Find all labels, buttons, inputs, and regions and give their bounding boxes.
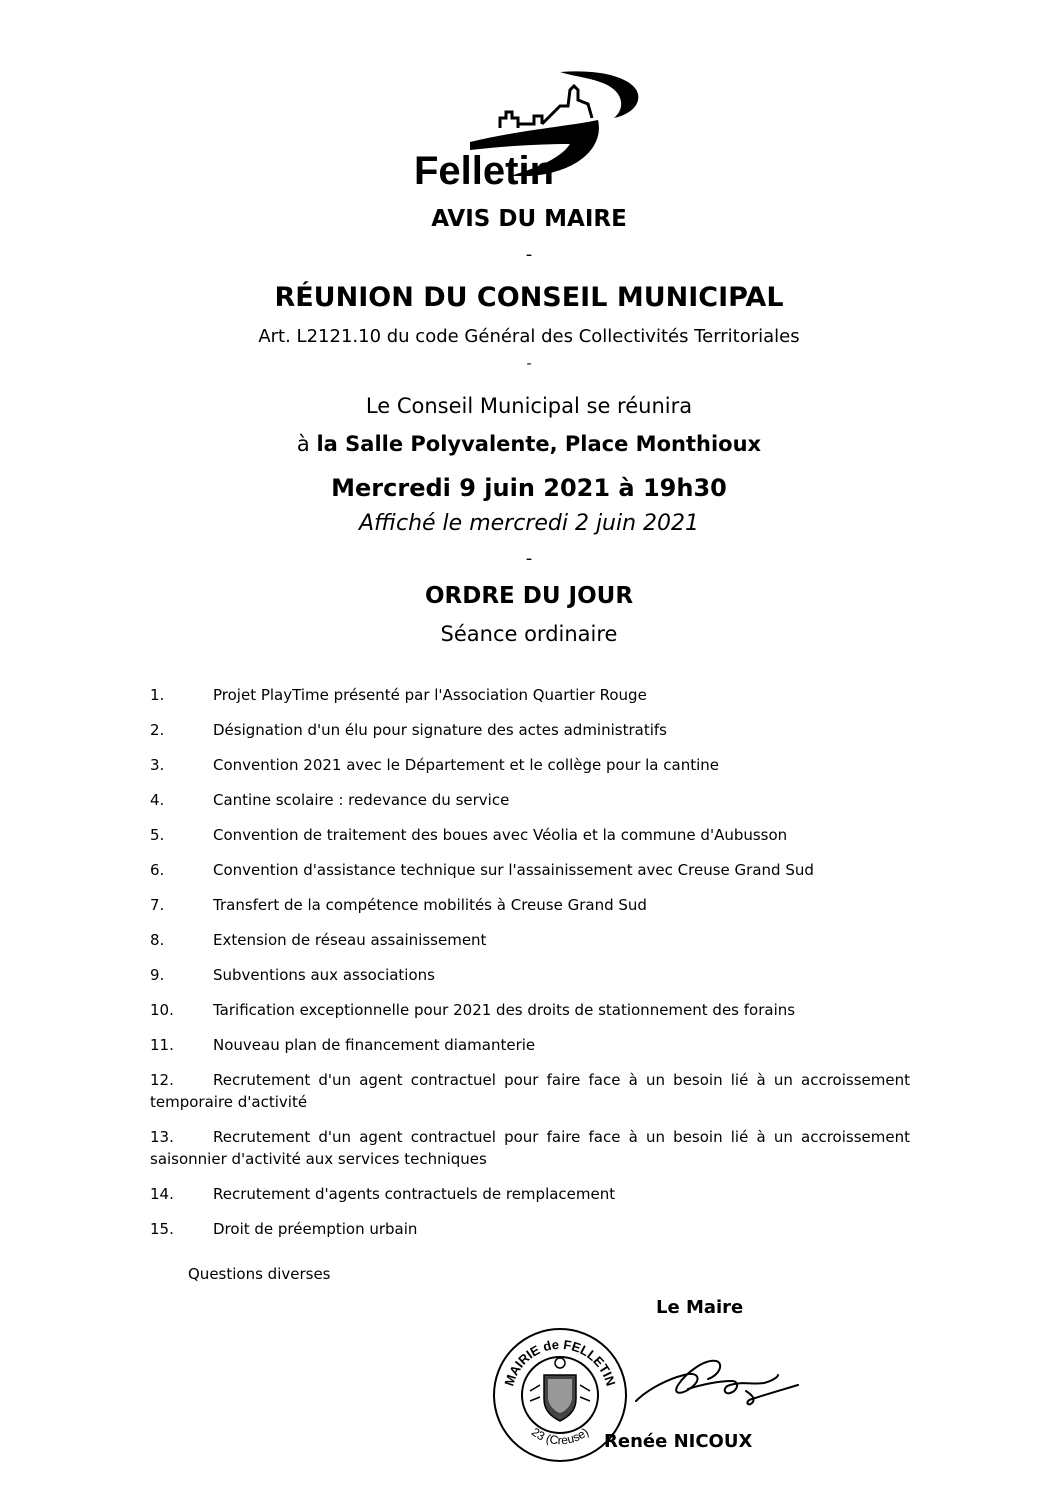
agenda-item-text: Convention d'assistance technique sur l'assainissement avec Creuse Grand Sud xyxy=(213,861,814,879)
meeting-heading: RÉUNION DU CONSEIL MUNICIPAL xyxy=(274,282,784,313)
agenda-item-text: Droit de préemption urbain xyxy=(213,1220,418,1238)
meeting-intro: Le Conseil Municipal se réunira xyxy=(365,394,693,418)
agenda-item xyxy=(150,999,910,1021)
agenda-item xyxy=(150,894,910,916)
agenda-list xyxy=(150,684,910,1253)
location-prefix: à xyxy=(296,432,317,456)
agenda-item-number: 4. xyxy=(150,791,165,809)
mayor-signature xyxy=(628,1345,808,1435)
agenda-item-number: 2. xyxy=(150,721,165,739)
agenda-item-text: Projet PlayTime présenté par l'Association Quartier Rouge xyxy=(213,686,647,704)
notice-title: AVIS DU MAIRE xyxy=(431,206,627,232)
agenda-item-text: Cantine scolaire : redevance du service xyxy=(213,791,510,809)
agenda-item xyxy=(150,1126,910,1170)
agenda-item xyxy=(150,684,910,706)
agenda-item-number: 8. xyxy=(150,931,165,949)
separator: - xyxy=(525,548,533,569)
agenda-item xyxy=(150,859,910,881)
agenda-item xyxy=(150,964,910,986)
separator: - xyxy=(526,356,532,372)
seal-top-text: MAIRIE de FELLETIN xyxy=(501,1336,619,1388)
agenda-item-number: 12. xyxy=(150,1071,174,1089)
agenda-item-number: 13. xyxy=(150,1128,174,1146)
agenda-item xyxy=(150,929,910,951)
signatory-role: Le Maire xyxy=(656,1297,744,1318)
agenda-item xyxy=(150,754,910,776)
agenda-item-text: Recrutement d'un agent contractuel pour faire face à un besoin lié à un accroissement temporaire d'activité xyxy=(150,1071,910,1111)
separator: - xyxy=(525,244,533,265)
agenda-item-number: 9. xyxy=(150,966,165,984)
agenda-item-number: 10. xyxy=(150,1001,174,1019)
legal-reference: Art. L2121.10 du code Général des Collectivités Territoriales xyxy=(258,326,800,347)
location-name: la Salle Polyvalente, Place Monthioux xyxy=(316,432,762,456)
agenda-item-text: Convention de traitement des boues avec Véolia et la commune d'Aubusson xyxy=(213,826,788,844)
agenda-item-number: 3. xyxy=(150,756,165,774)
meeting-location xyxy=(0,432,1058,456)
meeting-datetime: Mercredi 9 juin 2021 à 19h30 xyxy=(331,474,727,502)
session-type: Séance ordinaire xyxy=(440,622,618,646)
agenda-item-number: 14. xyxy=(150,1185,174,1203)
agenda-item xyxy=(150,1218,910,1240)
felletin-logo-graphic xyxy=(410,60,650,190)
agenda-item-text: Extension de réseau assainissement xyxy=(213,931,487,949)
agenda-item-number: 15. xyxy=(150,1220,174,1238)
agenda-item-number: 5. xyxy=(150,826,165,844)
agenda-item-text: Désignation d'un élu pour signature des actes administratifs xyxy=(213,721,667,739)
agenda-item-number: 1. xyxy=(150,686,165,704)
agenda-item-text: Subventions aux associations xyxy=(213,966,435,984)
posted-date: Affiché le mercredi 2 juin 2021 xyxy=(358,511,700,536)
agenda-item xyxy=(150,1069,910,1113)
agenda-title: ORDRE DU JOUR xyxy=(424,583,634,609)
signature-graphic xyxy=(628,1345,808,1435)
agenda-item xyxy=(150,789,910,811)
agenda-item xyxy=(150,719,910,741)
agenda-item xyxy=(150,824,910,846)
agenda-item-text: Nouveau plan de financement diamanterie xyxy=(213,1036,536,1054)
agenda-item xyxy=(150,1034,910,1056)
svg-text:23 (Creuse) xyxy=(529,1425,591,1448)
agenda-item-text: Transfert de la compétence mobilités à Creuse Grand Sud xyxy=(213,896,647,914)
other-questions: Questions diverses xyxy=(188,1265,331,1283)
agenda-item-number: 11. xyxy=(150,1036,174,1054)
seal-bottom-text: 23 (Creuse) xyxy=(528,1424,592,1448)
agenda-item xyxy=(150,1183,910,1205)
agenda-item-text: Convention 2021 avec le Département et le collège pour la cantine xyxy=(213,756,720,774)
felletin-logo xyxy=(410,60,650,190)
agenda-item-number: 6. xyxy=(150,861,165,879)
mayor-name: Renée NICOUX xyxy=(604,1431,753,1452)
agenda-item-text: Recrutement d'un agent contractuel pour faire face à un besoin lié à un accroissement saisonnier d'activité aux services techniques xyxy=(150,1128,910,1168)
logo-wordmark: Felletin xyxy=(414,149,555,190)
agenda-item-text: Tarification exceptionnelle pour 2021 des droits de stationnement des forains xyxy=(213,1001,796,1019)
agenda-item-text: Recrutement d'agents contractuels de remplacement xyxy=(213,1185,616,1203)
agenda-item-number: 7. xyxy=(150,896,165,914)
